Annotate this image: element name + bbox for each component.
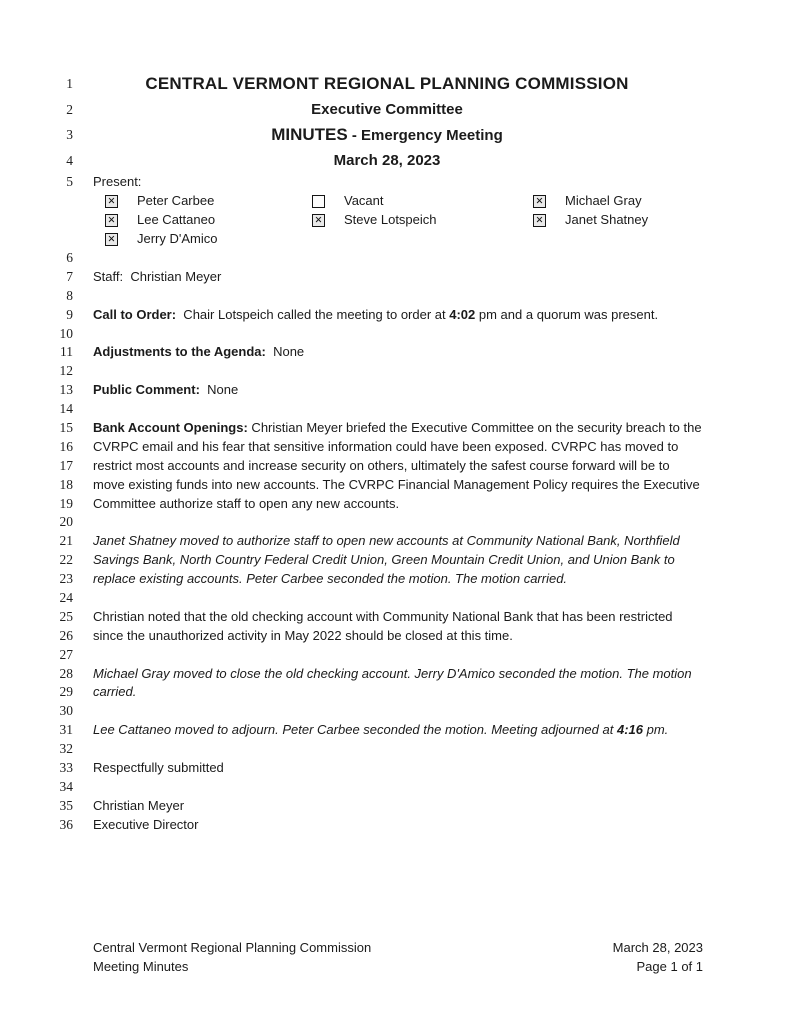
line-number [0, 192, 73, 211]
attendee-cell [533, 211, 648, 230]
line-content [93, 362, 703, 381]
doc-line [0, 306, 791, 325]
line-content [93, 438, 703, 457]
footer-right [613, 939, 703, 977]
line-content [93, 551, 703, 570]
line-number: 5 [66, 174, 73, 190]
line-content [93, 457, 703, 476]
line-content [93, 778, 703, 797]
line-number: 29 [59, 684, 73, 700]
line-number: 9 [66, 306, 73, 322]
line-number: 3 [66, 127, 73, 143]
text-segment: Executive Director [93, 816, 199, 832]
checkbox-checked-icon [533, 214, 546, 227]
line-content [93, 268, 703, 287]
doc-line [0, 400, 791, 419]
doc-line [0, 97, 791, 123]
attendee-cell [93, 211, 312, 230]
text-segment: Savings Bank, North Country Federal Credit Union, Green Mountain Credit Union, and Union Bank to [93, 552, 675, 568]
attendee-name: Michael Gray [565, 193, 642, 209]
text-segment: 4:16 [616, 722, 643, 738]
doc-line [0, 287, 791, 306]
attendee-row [0, 211, 791, 230]
footer-date: March 28, 2023 [612, 940, 703, 955]
line-number: 13 [59, 382, 73, 398]
doc-line [0, 797, 791, 816]
line-number: 24 [59, 589, 73, 605]
line-number: 1 [66, 76, 73, 91]
doc-line [0, 759, 791, 778]
doc-line [0, 476, 791, 495]
doc-line [0, 457, 791, 476]
attendee-cell [93, 230, 312, 249]
line-number: 27 [59, 646, 73, 662]
line-number [0, 211, 73, 230]
text-segment: Chair Lotspeich called the meeting to order at [176, 306, 450, 322]
line-number: 22 [59, 552, 73, 568]
line-number: 10 [59, 325, 73, 341]
attendee-name: Steve Lotspeich [344, 212, 437, 228]
line-number: 28 [59, 665, 73, 681]
text-segment: Staff: Christian Meyer [93, 268, 222, 284]
text-segment: Michael Gray moved to close the old checking account. Jerry D'Amico seconded the motion. The motion [93, 665, 692, 681]
doc-line [0, 551, 791, 570]
line-number: 33 [59, 759, 73, 775]
line-content [93, 816, 703, 835]
line-content [93, 646, 703, 665]
line-number: 23 [59, 571, 73, 587]
doc-line [0, 419, 791, 438]
line-number: 14 [59, 401, 73, 417]
attendee-name: Peter Carbee [137, 193, 215, 209]
line-content [93, 122, 681, 148]
text-segment: Executive Committee [311, 100, 463, 118]
text-segment: None [199, 382, 239, 398]
line-content [93, 665, 703, 684]
text-segment: carried. [93, 684, 137, 700]
text-segment: Lee Cattaneo moved to adjourn. Peter Carbee seconded the motion. Meeting adjourned at [93, 722, 617, 738]
line-content [93, 532, 703, 551]
line-content [93, 249, 703, 268]
text-segment: Call to Order: [93, 306, 177, 322]
text-segment: Respectfully submitted [93, 759, 224, 775]
line-number: 25 [59, 608, 73, 624]
doc-line [0, 702, 791, 721]
doc-line [0, 646, 791, 665]
text-segment: replace existing accounts. Peter Carbee seconded the motion. The motion carried. [93, 571, 568, 587]
text-segment: since the unauthorized activity in May 2022 should be closed at this time. [93, 627, 513, 643]
doc-line [0, 608, 791, 627]
line-number: 4 [66, 152, 73, 168]
text-segment: pm and a quorum was present. [475, 306, 659, 322]
line-content [93, 627, 703, 646]
line-content [93, 759, 703, 778]
doc-line [0, 148, 791, 174]
doc-line [0, 665, 791, 684]
doc-line [0, 627, 791, 646]
line-content [93, 287, 703, 306]
doc-line [0, 532, 791, 551]
doc-line [0, 122, 791, 148]
line-content [93, 721, 703, 740]
attendee-cell [533, 192, 642, 211]
text-segment: - Emergency Meeting [347, 127, 503, 145]
footer-page-number: Page 1 of 1 [636, 958, 703, 974]
attendee-name: Lee Cattaneo [137, 212, 216, 228]
doc-line [0, 683, 791, 702]
line-number: 15 [59, 419, 73, 435]
line-content [93, 71, 681, 97]
doc-line [0, 325, 791, 344]
attendee-name: Jerry D'Amico [137, 231, 218, 247]
footer-org-name: Central Vermont Regional Planning Commission [93, 940, 372, 955]
line-content [93, 148, 681, 174]
text-segment: move existing funds into new accounts. The CVRPC Financial Management Policy requires the Executive [93, 476, 700, 492]
line-content [93, 702, 703, 721]
text-segment: Janet Shatney moved to authorize staff to open new accounts at Community National Bank, Northfield [93, 533, 680, 549]
text-segment: Christian Meyer briefed the Executive Committee on the security breach to the [247, 419, 702, 435]
text-segment: March 28, 2023 [333, 151, 441, 169]
attendee-name: Vacant [344, 193, 384, 209]
doc-line [0, 173, 791, 192]
doc-line [0, 495, 791, 514]
checkbox-checked-icon [105, 214, 118, 227]
text-segment: 4:02 [449, 306, 476, 322]
attendee-cell [93, 192, 312, 211]
text-segment: Present: [93, 174, 142, 190]
line-content [93, 306, 703, 325]
line-number: 12 [59, 363, 73, 379]
doc-line [0, 438, 791, 457]
line-number: 19 [59, 495, 73, 511]
line-number [0, 230, 73, 249]
line-number: 20 [59, 514, 73, 530]
line-number: 17 [59, 457, 73, 473]
line-content [93, 381, 703, 400]
attendee-cell [312, 192, 533, 211]
doc-line [0, 570, 791, 589]
checkbox-checked-icon [105, 233, 118, 246]
attendee-name: Janet Shatney [565, 212, 649, 228]
line-number: 16 [59, 438, 73, 454]
doc-line [0, 343, 791, 362]
line-content [93, 476, 703, 495]
text-segment: None [265, 344, 305, 360]
line-content [93, 400, 703, 419]
line-content [93, 570, 703, 589]
doc-line [0, 721, 791, 740]
doc-line [0, 71, 791, 97]
line-number: 35 [59, 797, 73, 813]
line-number: 34 [59, 778, 73, 794]
checkbox-checked-icon [533, 195, 546, 208]
checkbox-checked-icon [312, 214, 325, 227]
line-number: 30 [59, 703, 73, 719]
checkbox-checked-icon [105, 195, 118, 208]
line-number: 11 [60, 344, 73, 360]
line-number: 32 [59, 741, 73, 757]
doc-line [0, 589, 791, 608]
document-lines [0, 71, 791, 835]
text-segment: Bank Account Openings: [93, 419, 248, 435]
doc-line [0, 778, 791, 797]
attendee-cell [312, 211, 533, 230]
line-number: 36 [59, 816, 73, 832]
text-segment: restrict most accounts and increase security on others, ultimately the safest course forward will be to [93, 457, 670, 473]
line-number: 7 [66, 268, 73, 284]
line-content [93, 419, 703, 438]
text-segment: Public Comment: [93, 382, 200, 398]
line-content [93, 513, 703, 532]
doc-line [0, 381, 791, 400]
footer-left [93, 939, 371, 977]
line-content [93, 740, 703, 759]
attendee-row [0, 230, 791, 249]
doc-line [0, 268, 791, 287]
text-segment: Christian noted that the old checking account with Community National Bank that has been restricted [93, 608, 673, 624]
line-content [93, 192, 703, 211]
line-content [93, 683, 703, 702]
doc-line [0, 816, 791, 835]
line-content [93, 797, 703, 816]
line-content [93, 608, 703, 627]
line-number: 26 [59, 627, 73, 643]
line-content [93, 325, 703, 344]
doc-line [0, 249, 791, 268]
line-number: 21 [59, 533, 73, 549]
attendee-row [0, 192, 791, 211]
text-segment: Christian Meyer [93, 797, 185, 813]
text-segment: CVRPC email and his fear that sensitive information could have been exposed. CVRPC has moved to [93, 438, 679, 454]
line-number: 31 [59, 722, 73, 738]
doc-line [0, 740, 791, 759]
doc-line [0, 513, 791, 532]
line-content [93, 211, 703, 230]
line-content [93, 97, 681, 123]
line-number: 6 [66, 249, 73, 265]
line-content [93, 589, 703, 608]
checkbox-unchecked-icon [312, 195, 325, 208]
doc-line [0, 362, 791, 381]
text-segment: MINUTES [271, 125, 348, 145]
text-segment: Adjustments to the Agenda: [93, 344, 266, 360]
line-content [93, 495, 703, 514]
line-content [93, 343, 703, 362]
footer-doc-type: Meeting Minutes [93, 958, 189, 974]
text-segment: pm. [643, 722, 669, 738]
page-footer [93, 939, 703, 977]
line-number: 2 [66, 101, 73, 117]
text-segment: Committee authorize staff to open any new accounts. [93, 495, 400, 511]
line-number: 8 [66, 287, 73, 303]
line-content [93, 230, 703, 249]
line-content [93, 173, 703, 192]
line-number: 18 [59, 476, 73, 492]
text-segment: CENTRAL VERMONT REGIONAL PLANNING COMMISSION [145, 74, 629, 93]
